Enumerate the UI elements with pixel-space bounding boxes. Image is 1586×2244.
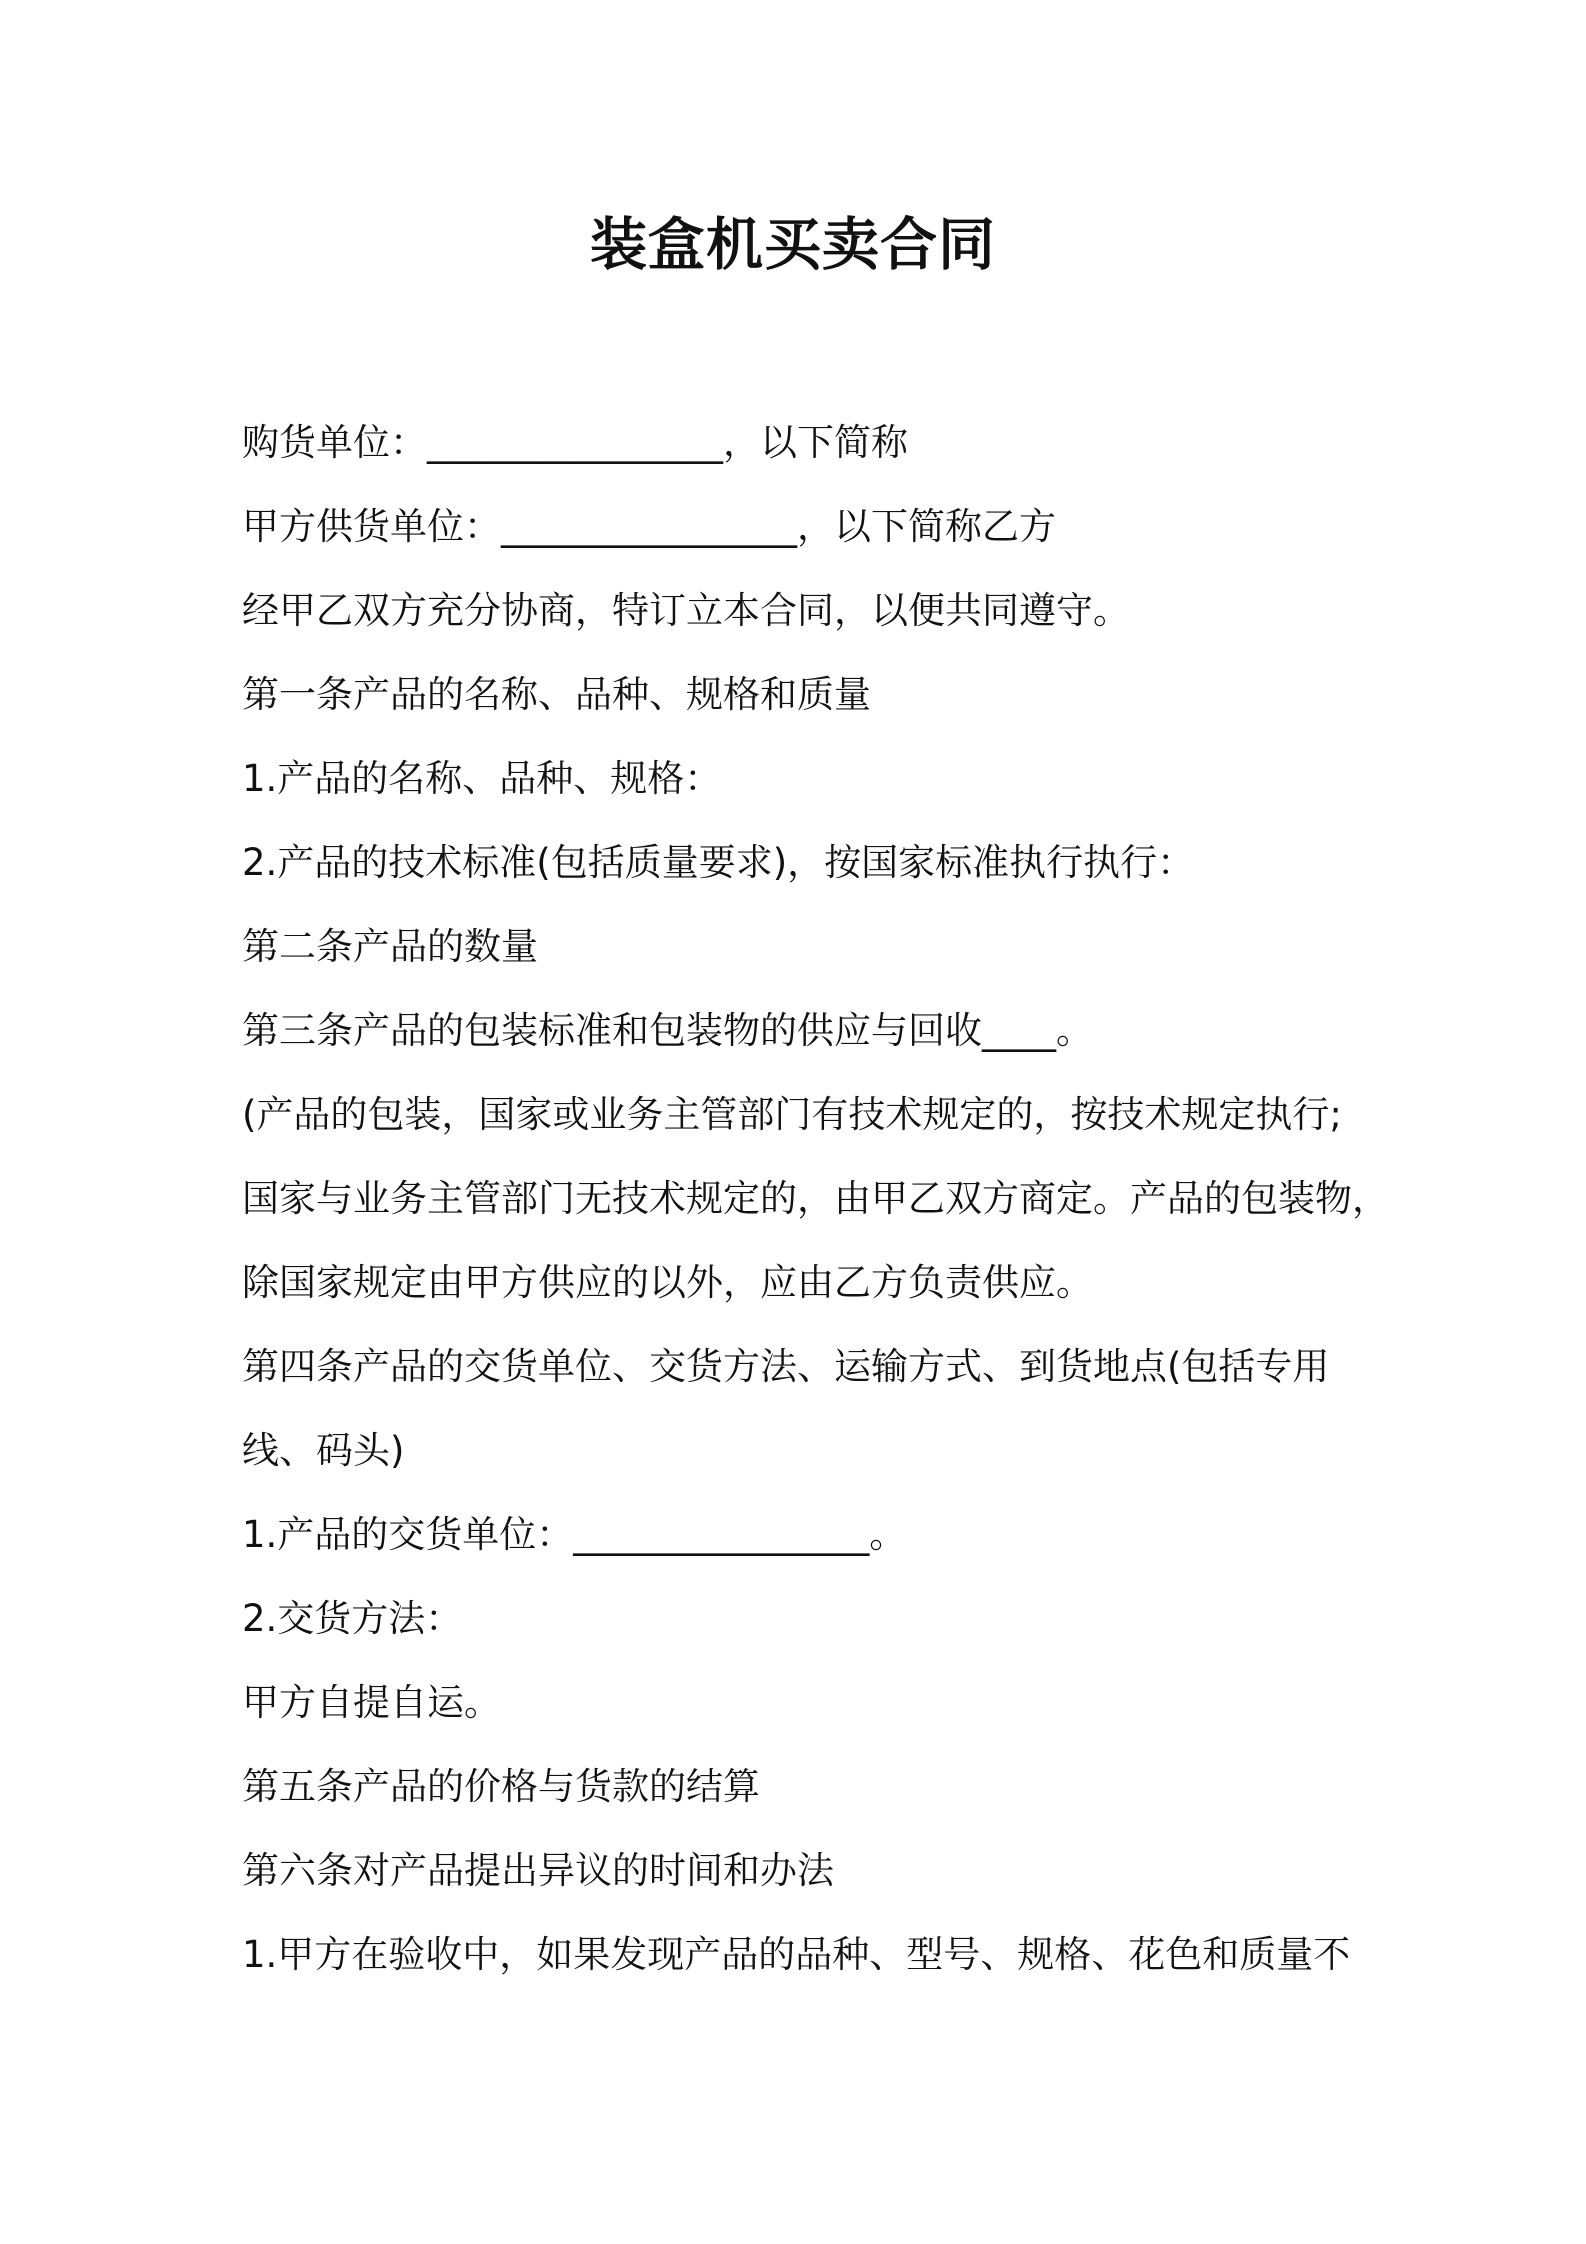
article-5-heading: 第五条产品的价格与货款的结算 (242, 1765, 760, 1808)
article-4-heading-line-1: 第四条产品的交货单位、交货方法、运输方式、到货地点(包括专用 (242, 1345, 1330, 1388)
article-2-heading: 第二条产品的数量 (242, 925, 538, 968)
article-3-text-line-2: 国家与业务主管部门无技术规定的，由甲乙双方商定。产品的包装物， (242, 1177, 1389, 1220)
article-1-heading: 第一条产品的名称、品种、规格和质量 (242, 673, 871, 716)
paragraph-supplier: 甲方供货单位：________________，以下简称乙方 (242, 505, 1056, 548)
document-body (242, 401, 1389, 1997)
article-6-item-1: 1.甲方在验收中，如果发现产品的品种、型号、规格、花色和质量不 (242, 1933, 1351, 1976)
article-4-item-2: 2.交货方法： (242, 1597, 463, 1640)
document-title: 装盒机买卖合同 (590, 212, 996, 278)
article-1-item-2: 2.产品的技术标准(包括质量要求)，按国家标准执行执行： (242, 841, 1195, 884)
article-3-text-line-3: 除国家规定由甲方供应的以外，应由乙方负责供应。 (242, 1261, 1093, 1304)
paragraph-preamble: 经甲乙双方充分协商，特订立本合同，以便共同遵守。 (242, 589, 1130, 632)
article-6-heading: 第六条对产品提出异议的时间和办法 (242, 1849, 834, 1892)
article-1-item-1: 1.产品的名称、品种、规格： (242, 757, 722, 800)
article-3-heading: 第三条产品的包装标准和包装物的供应与回收____。 (242, 1009, 1093, 1052)
article-4-item-1: 1.产品的交货单位：________________。 (242, 1513, 907, 1556)
article-3-text-line-1: (产品的包装，国家或业务主管部门有技术规定的，按技术规定执行; (242, 1093, 1342, 1136)
article-4-heading-line-2: 线、码头) (242, 1429, 405, 1472)
paragraph-buyer: 购货单位：________________，以下简称 (242, 421, 908, 464)
article-4-item-2-text: 甲方自提自运。 (242, 1681, 501, 1724)
